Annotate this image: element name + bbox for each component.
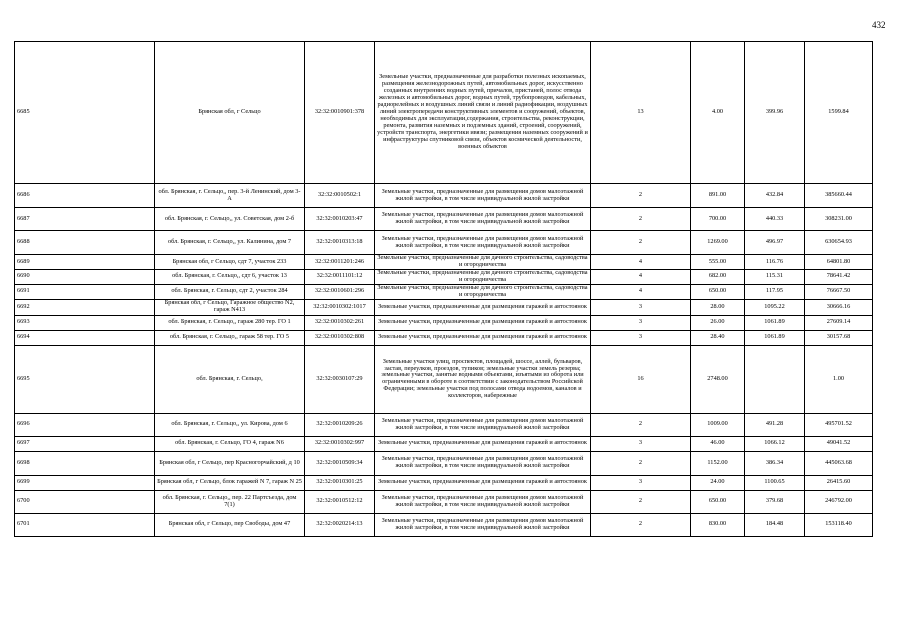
cell-cadastral-value: 153118.40	[805, 513, 873, 536]
cell-land-use: Земельные участки, предназначенные для размещения домов малоэтажной жилой застройки, в том числе индивидуальной жилой застройки	[375, 513, 591, 536]
cell-record-number: 6687	[15, 208, 155, 231]
cell-area: 830.00	[691, 513, 745, 536]
table-row	[15, 270, 873, 285]
cell-area: 28.40	[691, 330, 745, 345]
cell-address: Брянская обл, г Сельцо, блок гаражей N 7, гараж N 25	[155, 475, 305, 490]
cell-group-code: 2	[591, 184, 691, 208]
cell-area: 1009.00	[691, 413, 745, 436]
cell-land-use: Земельные участки, предназначенные для размещения домов малоэтажной жилой застройки, в том числе индивидуальной жилой застройки	[375, 413, 591, 436]
cell-area: 1269.00	[691, 231, 745, 255]
cell-address: обл. Брянская, г. Сельцо,, пер. 3-й Ленинский, дом 3-А	[155, 184, 305, 208]
cell-area: 24.00	[691, 475, 745, 490]
cell-area: 682.00	[691, 270, 745, 285]
cell-address: Брянская обл, г Сельцо, Гаражное общество N2, гараж N413	[155, 299, 305, 315]
table-row	[15, 184, 873, 208]
cell-land-use: Земельные участки, предназначенные для размещения домов малоэтажной жилой застройки, в том числе индивидуальной жилой застройки	[375, 231, 591, 255]
table-row	[15, 475, 873, 490]
cell-address: обл. Брянская, г. Сельцо,, ул. Калинина, дом 7	[155, 231, 305, 255]
cell-group-code: 4	[591, 270, 691, 285]
cell-group-code: 2	[591, 451, 691, 475]
cell-address: Брянская обл, г Сельцо	[155, 42, 305, 184]
cell-specific-value	[745, 345, 805, 413]
cell-record-number: 6690	[15, 270, 155, 285]
cell-specific-value: 116.76	[745, 255, 805, 270]
cell-address: обл. Брянская, г. Сельцо,, пер. 22 Партсъезда, дом 7(1)	[155, 490, 305, 513]
cell-record-number: 6694	[15, 330, 155, 345]
table-row	[15, 330, 873, 345]
cell-area: 700.00	[691, 208, 745, 231]
cell-group-code: 13	[591, 42, 691, 184]
cell-cadastral-number: 32:32:0011101:12	[305, 270, 375, 285]
cell-area: 26.00	[691, 315, 745, 330]
cell-specific-value: 432.84	[745, 184, 805, 208]
cell-area: 4.00	[691, 42, 745, 184]
cell-land-use: Земельные участки, предназначенные для дачного строительства, садоводства и огородничества	[375, 284, 591, 299]
cell-address: Брянская обл, г Сельцо, сдт 7, участок 233	[155, 255, 305, 270]
cell-group-code: 3	[591, 475, 691, 490]
cell-specific-value: 491.28	[745, 413, 805, 436]
cell-group-code: 3	[591, 436, 691, 451]
cell-cadastral-value: 630654.93	[805, 231, 873, 255]
cell-cadastral-number: 32:32:0010601:296	[305, 284, 375, 299]
table-row	[15, 255, 873, 270]
cell-cadastral-number: 32:32:0010509:34	[305, 451, 375, 475]
cell-record-number: 6688	[15, 231, 155, 255]
cell-land-use: Земельные участки, предназначенные для размещения гаражей и автостоянок	[375, 330, 591, 345]
table-row	[15, 513, 873, 536]
cell-specific-value: 1066.12	[745, 436, 805, 451]
cell-address: обл. Брянская, г. Сельцо, ГО 4, гараж N6	[155, 436, 305, 451]
cell-land-use: Земельные участки, предназначенные для размещения домов малоэтажной жилой застройки, в том числе индивидуальной жилой застройки	[375, 184, 591, 208]
cell-record-number: 6689	[15, 255, 155, 270]
cell-cadastral-number: 32:32:0020214:13	[305, 513, 375, 536]
cell-specific-value: 440.33	[745, 208, 805, 231]
table-row	[15, 42, 873, 184]
cell-cadastral-number: 32:32:0030107:29	[305, 345, 375, 413]
cell-cadastral-number: 32:32:0010512:12	[305, 490, 375, 513]
cell-cadastral-number: 32:32:0010209:26	[305, 413, 375, 436]
cell-cadastral-value: 1.00	[805, 345, 873, 413]
cell-address: обл. Брянская, г. Сельцо,, сдт 6, участок 13	[155, 270, 305, 285]
cell-address: Брянская обл, г Сельцо, пер Красногорчайский, д 10	[155, 451, 305, 475]
cell-record-number: 6685	[15, 42, 155, 184]
table-body	[15, 42, 873, 537]
cell-land-use: Земельные участки, предназначенные для размещения гаражей и автостоянок	[375, 475, 591, 490]
cell-cadastral-value: 1599.84	[805, 42, 873, 184]
cell-cadastral-number: 32:32:0010302:808	[305, 330, 375, 345]
cell-group-code: 3	[591, 330, 691, 345]
cell-address: обл. Брянская, г. Сельцо,, гараж 58 тер. ГО 5	[155, 330, 305, 345]
cell-group-code: 4	[591, 284, 691, 299]
cell-land-use: Земельные участки, предназначенные для размещения домов малоэтажной жилой застройки, в том числе индивидуальной жилой застройки	[375, 490, 591, 513]
cell-land-use: Земельные участки, предназначенные для размещения гаражей и автостоянок	[375, 315, 591, 330]
cell-area: 46.00	[691, 436, 745, 451]
cell-cadastral-value: 49041.52	[805, 436, 873, 451]
cell-record-number: 6695	[15, 345, 155, 413]
cell-cadastral-value: 64801.80	[805, 255, 873, 270]
cell-record-number: 6686	[15, 184, 155, 208]
table-row	[15, 284, 873, 299]
cell-land-use: Земельные участки, предназначенные для размещения гаражей и автостоянок	[375, 299, 591, 315]
cell-cadastral-value: 27609.14	[805, 315, 873, 330]
cell-cadastral-number: 32:32:0010313:18	[305, 231, 375, 255]
cell-record-number: 6700	[15, 490, 155, 513]
cell-area: 650.00	[691, 284, 745, 299]
cell-cadastral-value: 76667.50	[805, 284, 873, 299]
cell-cadastral-value: 495701.52	[805, 413, 873, 436]
cell-cadastral-number: 32:32:0010901:378	[305, 42, 375, 184]
cell-specific-value: 184.48	[745, 513, 805, 536]
cell-specific-value: 1061.89	[745, 330, 805, 345]
page-number: 432	[872, 20, 886, 30]
cell-cadastral-value: 308231.00	[805, 208, 873, 231]
cell-group-code: 2	[591, 490, 691, 513]
cell-land-use: Земельные участки, предназначенные для размещения домов малоэтажной жилой застройки, в том числе индивидуальной жилой застройки	[375, 208, 591, 231]
cell-cadastral-value: 445063.68	[805, 451, 873, 475]
cell-address: обл. Брянская, г. Сельцо,, ул. Советская, дом 2-б	[155, 208, 305, 231]
cell-specific-value: 117.95	[745, 284, 805, 299]
cell-group-code: 2	[591, 413, 691, 436]
cell-address: обл. Брянская, г. Сельцо,, ул. Кирова, дом 6	[155, 413, 305, 436]
cell-land-use: Земельные участки улиц, проспектов, площадей, шоссе, аллей, бульваров, застав, переулков, проездов, тупиков; земельные участки земель резерва; земельные участки, занятые водными объектами, изъятыми из оборота или ограниченными в обороте в соответствии с законодательством Российской Федерации; земельные участки под полосами отвода водоемов, каналов и коллекторов, набережные	[375, 345, 591, 413]
cell-group-code: 2	[591, 513, 691, 536]
cell-record-number: 6697	[15, 436, 155, 451]
table-row	[15, 208, 873, 231]
cell-land-use: Земельные участки, предназначенные для дачного строительства, садоводства и огородничества	[375, 255, 591, 270]
cell-group-code: 3	[591, 299, 691, 315]
cell-area: 28.00	[691, 299, 745, 315]
cell-cadastral-value: 30666.16	[805, 299, 873, 315]
cell-group-code: 16	[591, 345, 691, 413]
cell-area: 555.00	[691, 255, 745, 270]
cell-record-number: 6698	[15, 451, 155, 475]
cell-specific-value: 496.97	[745, 231, 805, 255]
table-row	[15, 490, 873, 513]
table-row	[15, 413, 873, 436]
cell-cadastral-value: 26415.60	[805, 475, 873, 490]
cell-cadastral-number: 32:32:0010302:1017	[305, 299, 375, 315]
cell-group-code: 2	[591, 208, 691, 231]
cell-land-use: Земельные участки, предназначенные для дачного строительства, садоводства и огородничества	[375, 270, 591, 285]
cell-land-use: Земельные участки, предназначенные для размещения гаражей и автостоянок	[375, 436, 591, 451]
cell-land-use: Земельные участки, предназначенные для размещения домов малоэтажной жилой застройки, в том числе индивидуальной жилой застройки	[375, 451, 591, 475]
cell-cadastral-number: 32:32:0010203:47	[305, 208, 375, 231]
cell-specific-value: 399.96	[745, 42, 805, 184]
cell-cadastral-number: 32:32:0010502:1	[305, 184, 375, 208]
cadastral-value-table	[14, 41, 873, 537]
cell-specific-value: 386.34	[745, 451, 805, 475]
table-row	[15, 315, 873, 330]
cell-specific-value: 1100.65	[745, 475, 805, 490]
cell-area: 891.00	[691, 184, 745, 208]
cell-record-number: 6701	[15, 513, 155, 536]
cell-cadastral-number: 32:32:0011201:246	[305, 255, 375, 270]
table-row	[15, 299, 873, 315]
cell-address: обл. Брянская, г. Сельцо,	[155, 345, 305, 413]
cell-area: 2748.00	[691, 345, 745, 413]
cell-record-number: 6693	[15, 315, 155, 330]
table-row	[15, 436, 873, 451]
cell-area: 1152.00	[691, 451, 745, 475]
cell-group-code: 4	[591, 255, 691, 270]
cell-specific-value: 379.68	[745, 490, 805, 513]
cell-cadastral-number: 32:32:0010302:997	[305, 436, 375, 451]
cell-cadastral-value: 30157.68	[805, 330, 873, 345]
table-row	[15, 345, 873, 413]
cell-record-number: 6696	[15, 413, 155, 436]
cell-cadastral-number: 32:32:0010301:25	[305, 475, 375, 490]
cell-specific-value: 115.31	[745, 270, 805, 285]
cell-specific-value: 1061.89	[745, 315, 805, 330]
cell-record-number: 6692	[15, 299, 155, 315]
cell-record-number: 6691	[15, 284, 155, 299]
table-row	[15, 231, 873, 255]
cell-specific-value: 1095.22	[745, 299, 805, 315]
cell-cadastral-value: 246792.00	[805, 490, 873, 513]
cell-address: Брянская обл, г Сельцо, пер Свободы, дом 47	[155, 513, 305, 536]
cell-group-code: 3	[591, 315, 691, 330]
cell-land-use: Земельные участки, предназначенные для разработки полезных ископаемых, размещения железнодорожных путей, автомобильных дорог, искусственно созданных внутренних водных путей, причалов, пристаней, полос отвода железных и автомобильных дорог, водных путей, трубопроводов, кабельных, радиорелейных и воздушных линий связи и линий радиофикации, воздушных линий электропередачи конструктивных элементов и сооружений, объектов, необходимых для эксплуатации,содержания, строительства, реконструкции, ремонта, развития наземных и подземных зданий, строений, сооружений, устройств транспорта, энергетики ивязи; размещения наземных сооружений и инфраструктуры спутниковой связи, объектов космической деятельности, военных объектов	[375, 42, 591, 184]
cell-cadastral-value: 78641.42	[805, 270, 873, 285]
table-row	[15, 451, 873, 475]
cell-area: 650.00	[691, 490, 745, 513]
cell-cadastral-value: 385660.44	[805, 184, 873, 208]
cell-address: обл. Брянская, г. Сельцо, сдт 2, участок 284	[155, 284, 305, 299]
cell-address: обл. Брянская, г. Сельцо,, гараж 280 тер. ГО 1	[155, 315, 305, 330]
cell-group-code: 2	[591, 231, 691, 255]
cell-cadastral-number: 32:32:0010302:261	[305, 315, 375, 330]
cell-record-number: 6699	[15, 475, 155, 490]
